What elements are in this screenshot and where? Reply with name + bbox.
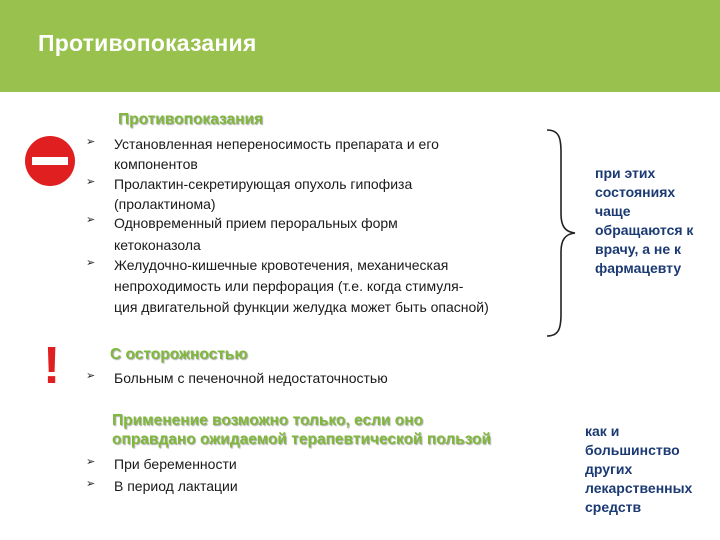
section-heading-caution: С осторожностью: [110, 346, 248, 363]
heading-line: оправдано ожидаемой терапевтической пользой: [112, 431, 492, 448]
slide-title: Противопоказания: [38, 30, 257, 56]
note-line: состояниях: [595, 184, 676, 200]
list-item: [86, 212, 546, 256]
list-item-line: кетоконазола: [114, 237, 201, 253]
exclamation-icon: !: [43, 337, 61, 395]
note-line: обращаются к: [595, 222, 694, 238]
list-item: [86, 255, 556, 318]
note-like-other-drugs: [585, 422, 692, 517]
bullet-icon: ➢: [86, 477, 96, 490]
list-item-line: При беременности: [114, 456, 237, 472]
right-curly-brace-icon: [543, 128, 579, 338]
list-item: [86, 454, 546, 474]
bullet-icon: ➢: [86, 135, 96, 148]
note-line: большинство: [585, 442, 680, 458]
list-item-line: Больным с печеночной недостаточностью: [114, 370, 388, 386]
note-line: врачу, а не к: [595, 241, 682, 257]
section-heading-use-if-justified: [112, 411, 491, 449]
list-item-line: Желудочно-кишечные кровотечения, механическая: [114, 257, 449, 273]
list-item-line: В период лактации: [114, 478, 238, 494]
list-item-line: Одновременный прием пероральных форм: [114, 215, 398, 231]
note-line: других: [585, 461, 633, 477]
list-item: [86, 368, 546, 388]
note-line: как и: [585, 423, 620, 439]
note-line: чаще: [595, 203, 631, 219]
note-consult-doctor: [595, 164, 693, 278]
note-line: фармацевту: [595, 260, 682, 276]
list-item: [86, 134, 546, 174]
list-item: [86, 476, 546, 496]
section-heading-contraindications: Противопоказания: [118, 111, 264, 128]
heading-line: Применение возможно только, если оно: [112, 412, 424, 429]
list-item-line: компонентов: [114, 156, 198, 172]
bullet-icon: ➢: [86, 175, 96, 188]
list-item-line: ция двигательной функции желудка может быть опасной): [114, 299, 489, 315]
list-item-line: (пролактинома): [114, 196, 216, 212]
note-line: лекарственных: [585, 480, 693, 496]
slide-header: [0, 0, 720, 92]
bullet-icon: ➢: [86, 455, 96, 468]
list-item: [86, 174, 546, 214]
stop-sign-icon: [24, 135, 76, 187]
list-item-line: Установленная непереносимость препарата и его: [114, 136, 439, 152]
note-line: средств: [585, 499, 642, 515]
bullet-icon: ➢: [86, 213, 96, 226]
note-line: при этих: [595, 165, 656, 181]
list-item-line: Пролактин-секретирующая опухоль гипофиза: [114, 176, 413, 192]
bullet-icon: ➢: [86, 369, 96, 382]
list-item-line: непроходимость или перфорация (т.е. когда стимуля-: [114, 278, 464, 294]
bullet-icon: ➢: [86, 256, 96, 269]
